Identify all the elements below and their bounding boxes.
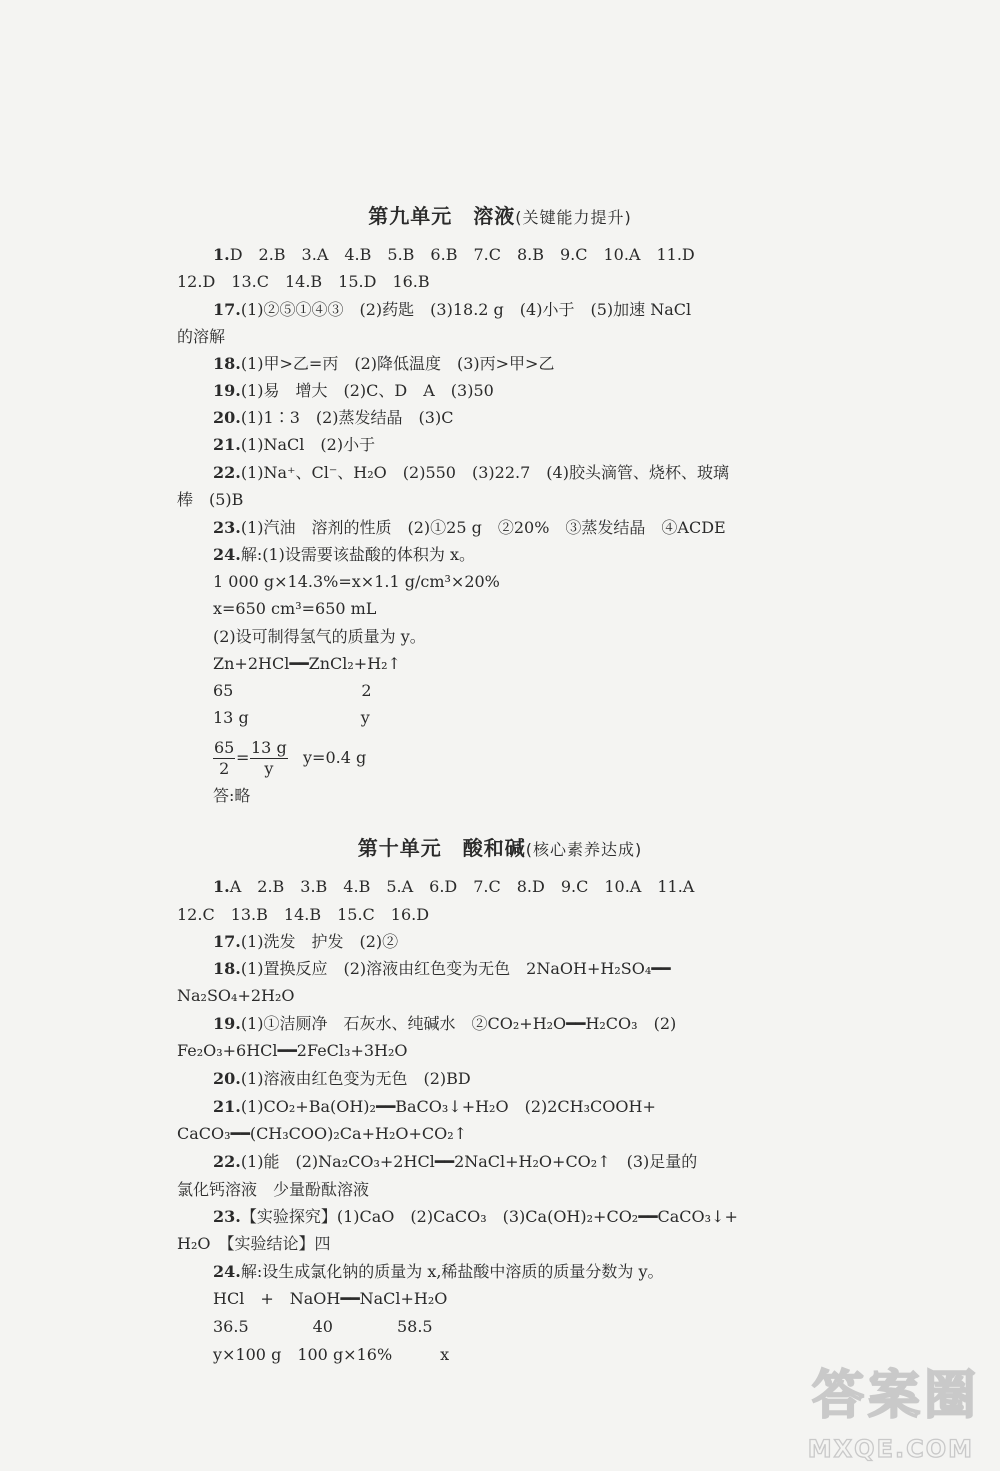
fraction-right-denominator: y	[264, 759, 274, 778]
unit9-line	[213, 681, 372, 701]
question-number: 19.	[213, 1014, 241, 1033]
fraction-left-numerator: 65	[214, 738, 235, 757]
unit10-line	[213, 1289, 447, 1309]
unit9-line	[213, 354, 554, 374]
question-number: 21.	[213, 1097, 241, 1116]
watermark-logo	[690, 1353, 980, 1463]
answer-text: x=650 cm³=650 mL	[213, 599, 377, 618]
question-number: 1.	[213, 877, 230, 896]
unit9-title	[0, 200, 1000, 229]
unit9-line	[213, 599, 376, 619]
answer-text: (1)洗发 护发 (2)②	[240, 932, 399, 951]
answer-text: 65 2	[213, 681, 372, 700]
unit9-line	[213, 654, 401, 674]
unit9-line	[213, 408, 453, 428]
unit10-line	[177, 905, 429, 925]
answer-text: (1)能 (2)Na₂CO₃+2HCl━━2NaCl+H₂O+CO₂↑ (3)足量的	[240, 1152, 698, 1171]
unit10-line	[213, 1317, 433, 1337]
answer-text: 12.D 13.C 14.B 15.D 16.B	[177, 272, 430, 291]
question-number: 24.	[213, 1262, 241, 1281]
answer-text: 氯化钙溶液 少量酚酞溶液	[177, 1180, 370, 1199]
answer-text: (1)②⑤①④③ (2)药匙 (3)18.2 g (4)小于 (5)加速 NaCl	[240, 300, 692, 319]
question-number: 17.	[213, 300, 241, 319]
fraction-right	[250, 738, 288, 779]
unit10-line	[177, 1124, 467, 1144]
answer-text: 13 g y	[213, 708, 370, 727]
answer-text: 【实验探究】(1)CaO (2)CaCO₃ (3)Ca(OH)₂+CO₂━━CaCO₃↓+	[240, 1207, 738, 1226]
question-number: 20.	[213, 1069, 241, 1088]
answer-text: (1)1∶3 (2)蒸发结晶 (3)C	[240, 408, 454, 427]
unit10-line	[177, 1180, 369, 1200]
answer-text: 1 000 g×14.3%=x×1.1 g/cm³×20%	[213, 572, 500, 591]
fraction-result: y=0.4 g	[303, 748, 367, 767]
unit10-line	[213, 1262, 664, 1282]
question-number: 22.	[213, 463, 241, 482]
unit9-line	[177, 490, 243, 510]
answer-text: CaCO₃━━(CH₃COO)₂Ca+H₂O+CO₂↑	[177, 1124, 468, 1143]
answer-text: (1)甲>乙=丙 (2)降低温度 (3)丙>甲>乙	[240, 354, 555, 373]
answer-text: (1)易 增大 (2)C、D A (3)50	[240, 381, 494, 400]
answer-text: y×100 g 100 g×16% x	[213, 1345, 450, 1364]
unit9-line	[213, 708, 370, 728]
answer-text: Zn+2HCl━━ZnCl₂+H₂↑	[213, 654, 401, 673]
unit10-line	[213, 959, 671, 979]
answer-text: (1)①洁厕净 石灰水、纯碱水 ②CO₂+H₂O━━H₂CO₃ (2)	[240, 1014, 677, 1033]
unit10-line	[177, 1234, 331, 1254]
question-number: 18.	[213, 959, 241, 978]
fraction-left-denominator: 2	[219, 759, 230, 778]
answer-text: (1)汽油 溶剂的性质 (2)①25 g ②20% ③蒸发结晶 ④ACDE	[240, 518, 726, 537]
answer-text: Na₂SO₄+2H₂O	[177, 986, 295, 1005]
answer-text: 36.5 40 58.5	[213, 1317, 433, 1336]
question-number: 19.	[213, 381, 241, 400]
unit10-line	[213, 877, 694, 897]
question-number: 24.	[213, 545, 241, 564]
answer-text: A 2.B 3.B 4.B 5.A 6.D 7.C 8.D 9.C 10.A 11.A	[229, 877, 695, 896]
answer-text: (2)设可制得氢气的质量为 y。	[213, 627, 426, 646]
question-number: 23.	[213, 518, 241, 537]
unit10-line	[213, 1345, 449, 1365]
equals-sign: =	[236, 748, 250, 767]
fraction-right-numerator: 13 g	[251, 738, 287, 757]
answer-text: Fe₂O₃+6HCl━━2FeCl₃+3H₂O	[177, 1041, 408, 1060]
answer-text: (1)NaCl (2)小于	[240, 435, 376, 454]
unit10-line	[213, 932, 398, 952]
unit10-line	[213, 1014, 676, 1034]
question-number: 23.	[213, 1207, 241, 1226]
question-number: 21.	[213, 435, 241, 454]
unit9-line	[213, 463, 729, 483]
unit10-line	[213, 1069, 471, 1089]
answer-text: (1)Na⁺、Cl⁻、H₂O (2)550 (3)22.7 (4)胶头滴管、烧杯、玻璃	[240, 463, 729, 482]
unit9-title-text: 第九单元 溶液	[368, 204, 516, 228]
answer-text: (1)置换反应 (2)溶液由红色变为无色 2NaOH+H₂SO₄━━	[240, 959, 671, 978]
unit10-line	[177, 1041, 408, 1061]
unit10-title	[0, 832, 1000, 861]
answer-text: HCl + NaOH━━NaCl+H₂O	[213, 1289, 448, 1308]
unit9-line	[213, 627, 426, 647]
unit9-line	[177, 327, 225, 347]
unit9-line	[213, 300, 691, 320]
question-number: 22.	[213, 1152, 241, 1171]
question-number: 20.	[213, 408, 241, 427]
question-number: 18.	[213, 354, 241, 373]
unit10-line	[213, 1152, 697, 1172]
unit9-line	[213, 518, 726, 538]
watermark-url: MXQE.COM	[807, 1435, 974, 1463]
answer-text: H₂O 【实验结论】四	[177, 1234, 331, 1253]
unit10-line	[213, 1207, 738, 1227]
answer-text: 12.C 13.B 14.B 15.C 16.D	[177, 905, 430, 924]
watermark-text: 答案圈	[811, 1366, 980, 1426]
answer-text: 解:(1)设需要该盐酸的体积为 x。	[240, 545, 476, 564]
question-number: 1.	[213, 245, 230, 264]
unit9-line	[213, 572, 500, 592]
unit10-subtitle: (核心素养达成)	[525, 840, 643, 859]
unit9-line	[213, 245, 695, 265]
unit10-line	[213, 1097, 656, 1117]
answer-text: (1)溶液由红色变为无色 (2)BD	[240, 1069, 471, 1088]
question-number: 17.	[213, 932, 241, 951]
answer-omitted: 答:略	[213, 786, 251, 805]
fraction-left	[213, 738, 235, 779]
unit9-line	[177, 272, 430, 292]
answer-text: 的溶解	[177, 327, 226, 346]
answer-text: D 2.B 3.A 4.B 5.B 6.B 7.C 8.B 9.C 10.A 11.D	[229, 245, 695, 264]
unit9-line	[213, 381, 494, 401]
answer-text: 棒 (5)B	[177, 490, 244, 509]
unit9-subtitle: (关键能力提升)	[515, 208, 632, 227]
answer-text: (1)CO₂+Ba(OH)₂━━BaCO₃↓+H₂O (2)2CH₃COOH+	[240, 1097, 656, 1116]
unit9-line	[213, 435, 375, 455]
unit9-line	[213, 545, 475, 565]
unit10-line	[177, 986, 295, 1006]
unit10-title-text: 第十单元 酸和碱	[357, 836, 526, 860]
answer-text: 解:设生成氯化钠的质量为 x,稀盐酸中溶质的质量分数为 y。	[240, 1262, 664, 1281]
